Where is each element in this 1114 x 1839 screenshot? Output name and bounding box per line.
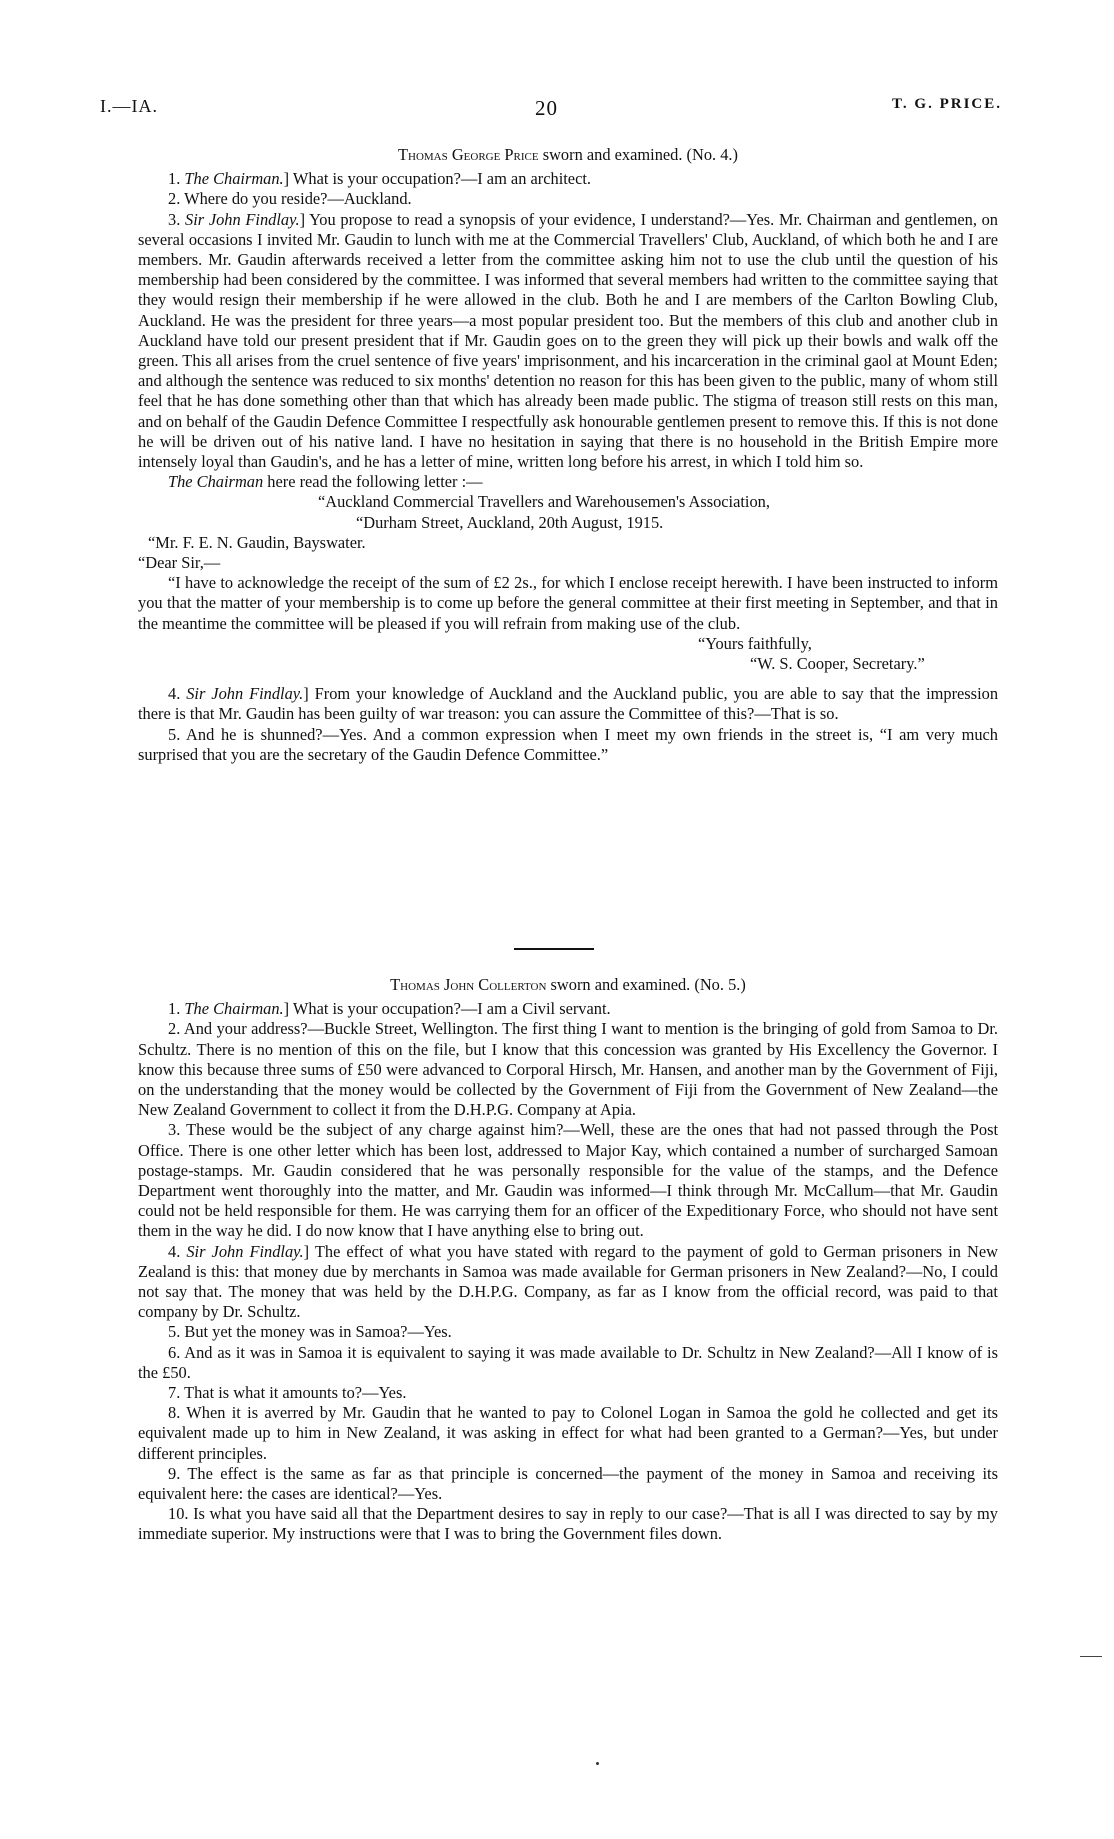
witness-section-collerton [138, 975, 998, 1545]
speaker: The Chairman. [184, 169, 284, 189]
note-text: here read the following letter :— [263, 472, 483, 492]
question-6: 6. And as it was in Samoa it is equivalent to saying it was made available to Dr. Schultz in New Zealand?—All I know of is the £50. [138, 1342, 998, 1382]
letter-signature: “W. S. Cooper, Secretary.” [750, 654, 925, 674]
letter-address: “Durham Street, Auckland, 20th August, 1915. [356, 512, 664, 532]
answer-text: ] You propose to read a synopsis of your evidence, I understand?—Yes. Mr. Chairman and gentlemen, on several occasions I invited Mr. Gaudin to lunch with me at the Commercial Travellers' Club, Auckland, of which both he and I are members. Mr. Gaudin afterwards received a letter from the committee asking him not to use the club until the question of his membership had been considered by the committee. I was informed that several members had written to the committee saying that they would resign their membership if he were allowed in the club. Both he and I are members of the Carlton Bowling Club, Auckland. He was the president for three years—a most popular president too. But the members of this club and another club in Auckland have told our present president that if Mr. Gaudin goes on to the green they will pick up their bowls and walk off the green. This all arises from the cruel sentence of five years' imprisonment, and his incarceration in the criminal gaol at Mount Eden; and although the sentence was reduced to six months' detention no reason for this has been given to the public, many of whom still feel that he has done something other than that which has already been made public. The stigma of treason still rests on this man, and on behalf of the Gaudin Defence Committee I respectfully ask honourable gentlemen present to remove this. If this is not done he will be driven out of his native land. I have no hesitation in saying that there is no household in the British Empire more intensely loyal than Gaudin's, and he has a letter of mine, written long before his arrest, in which I told him so. [138, 209, 999, 472]
question-5: 5. But yet the money was in Samoa?—Yes. [168, 1322, 452, 1342]
speaker: Sir John Findlay. [186, 1241, 304, 1261]
question-1: 1. The Chairman.] What is your occupation?—I am an architect. [168, 169, 592, 189]
question-2: 2. Where do you reside?—Auckland. [168, 189, 412, 209]
question-2: 2. And your address?—Buckle Street, Wellington. The first thing I want to mention is the bringing of gold from Samoa to Dr. Schultz. There is no mention of this on the file, but I know that this concession was granted by His Excellency the Governor. I know this because three sums of £50 were advanced to Corporal Hirsch, Mr. Hansen, and another man by the Government of Fiji, on the understanding that the money would be collected by the Government of Fiji from the Government of New Zealand—the New Zealand Government to collect it from the D.H.P.G. Company at Apia. [138, 1019, 998, 1120]
question-3: 3. Sir John Findlay.] You propose to read a synopsis of your evidence, I understand?—Yes. Mr. Chairman and gentlemen, on several occasions I invited Mr. Gaudin to lunch with me at the Commercial Travellers' Club, Auckland, of which both he and I are members. Mr. Gaudin afterwards received a letter from the committee asking him not to use the club until the question of his membership had been considered by the committee. I was informed that several members had written to the committee saying that they would resign their membership if he were allowed in the club. Both he and I are members of the Carlton Bowling Club, Auckland. He was the president for three years—a most popular president too. But the members of this club and another club in Auckland have told our present president that if Mr. Gaudin goes on to the green they will pick up their bowls and walk off the green. This all arises from the cruel sentence of five years' imprisonment, and his incarceration in the criminal gaol at Mount Eden; and although the sentence was reduced to six months' detention no reason for this has been given to the public, many of whom still feel that he has done something other than that which has already been made public. The stigma of treason still rests on this man, and on behalf of the Gaudin Defence Committee I respectfully ask honourable gentlemen present to remove this. If this is not done he will be driven out of his native land. I have no hesitation in saying that there is no household in the British Empire more intensely loyal than Gaudin's, and he has a letter of mine, written long before his arrest, in which I told him so. [138, 209, 999, 472]
letter-recipient: “Mr. F. E. N. Gaudin, Bayswater. [148, 532, 366, 552]
question-5: 5. And he is shunned?—Yes. And a common expression when I meet my own friends in the street is, “I am very much surprised that you are the secretary of the Gaudin Defence Committee.” [138, 724, 998, 764]
speaker: Sir John Findlay. [185, 209, 300, 229]
print-speck [596, 1762, 599, 1765]
answer-text: ] From your knowledge of Auckland and the Auckland public, you are able to say that the impression there is that Mr. Gaudin has been guilty of war treason: you can assure the Committee of this?—That is so. [138, 684, 999, 724]
answer-text: ] What is your occupation?—I am a Civil servant. [283, 999, 611, 1019]
question-8: 8. When it is averred by Mr. Gaudin that he wanted to pay to Colonel Logan in Samoa the gold he collected and get its equivalent made up to him in New Zealand, it was asking in effect for what had been granted to a German?—Yes, but under different principles. [138, 1403, 998, 1463]
answer-text: ] The effect of what you have stated with regard to the payment of gold to German prisoners in New Zealand is this: that money due by merchants in Samoa was made available for German prisoners in New Zealand?—No, I could not say that. The money that was held by the D.H.P.G. Company, as far as I know from the official record, was paid to that company by Dr. Schultz. [138, 1241, 998, 1322]
page-number: 20 [535, 96, 558, 120]
letter-closing: “Yours faithfully, [698, 633, 812, 653]
question-7: 7. That is what it amounts to?—Yes. [168, 1383, 407, 1403]
witness-name: Thomas George Price [398, 145, 539, 164]
speaker: The Chairman. [184, 999, 284, 1019]
question-4: 4. Sir John Findlay.] From your knowledge of Auckland and the Auckland public, you are able to say that the impression there is that Mr. Gaudin has been guilty of war treason: you can assure the Committee of this?—That is so. [138, 684, 999, 724]
witness-running-head: T. G. PRICE. [892, 96, 1002, 112]
letter-organisation: “Auckland Commercial Travellers and Warehousemen's Association, [318, 492, 770, 512]
question-9: 9. The effect is the same as far as that principle is concerned—the payment of the money in Samoa and receiving its equivalent here: the cases are identical?—Yes. [138, 1463, 998, 1504]
paper-reference: I.—IA. [100, 96, 158, 116]
section-title-rest: sworn and examined. (No. 5.) [550, 975, 746, 994]
witness-section-price [138, 145, 998, 765]
section-divider [514, 948, 594, 950]
question-1: 1. The Chairman.] What is your occupation?—I am a Civil servant. [168, 999, 611, 1019]
chairman-note [138, 472, 998, 492]
letter-body: “I have to acknowledge the receipt of the sum of £2 2s., for which I enclose receipt herewith. I have been instructed to inform you that the matter of your membership is to come up before the general committee at their first meeting in September, and that in the meantime the committee will be pleased if you will refrain from making use of the club. [138, 573, 998, 633]
section-title-rest: sworn and examined. (No. 4.) [542, 145, 738, 164]
question-10: 10. Is what you have said all that the Department desires to say in reply to our case?—That is all I was directed to say by my immediate superior. My instructions were that I was to bring the Government files down. [138, 1504, 998, 1544]
letter-salutation: “Dear Sir,— [138, 553, 221, 573]
section-title [138, 975, 998, 995]
section-title [138, 145, 998, 165]
answer-text: ] What is your occupation?—I am an architect. [283, 169, 592, 189]
question-4: 4. Sir John Findlay.] The effect of what you have stated with regard to the payment of gold to German prisoners in New Zealand is this: that money due by merchants in Samoa was made available for German prisoners in New Zealand?—No, I could not say that. The money that was held by the D.H.P.G. Company, as far as I know from the official record, was paid to that company by Dr. Schultz. [138, 1241, 998, 1322]
margin-mark [1080, 1656, 1102, 1657]
speaker: Sir John Findlay. [186, 684, 304, 704]
witness-name: Thomas John Collerton [390, 975, 547, 994]
speaker: The Chairman [168, 472, 264, 492]
question-3: 3. These would be the subject of any charge against him?—Well, these are the ones that had not passed through the Post Office. There is one other letter which has been lost, addressed to Major Kay, which contained a number of surcharged Samoan postage-stamps. Mr. Gaudin considered that he was personally responsible for the value of the stamps, and the Defence Department went thoroughly into the matter, and Mr. Gaudin was informed—I think through Mr. McCallum—that Mr. Gaudin could not be held responsible for them. He was carrying them for an officer of the Expeditionary Force, who should not have sent them in the way he did. I do now know that I have anything else to bring out. [138, 1120, 998, 1241]
